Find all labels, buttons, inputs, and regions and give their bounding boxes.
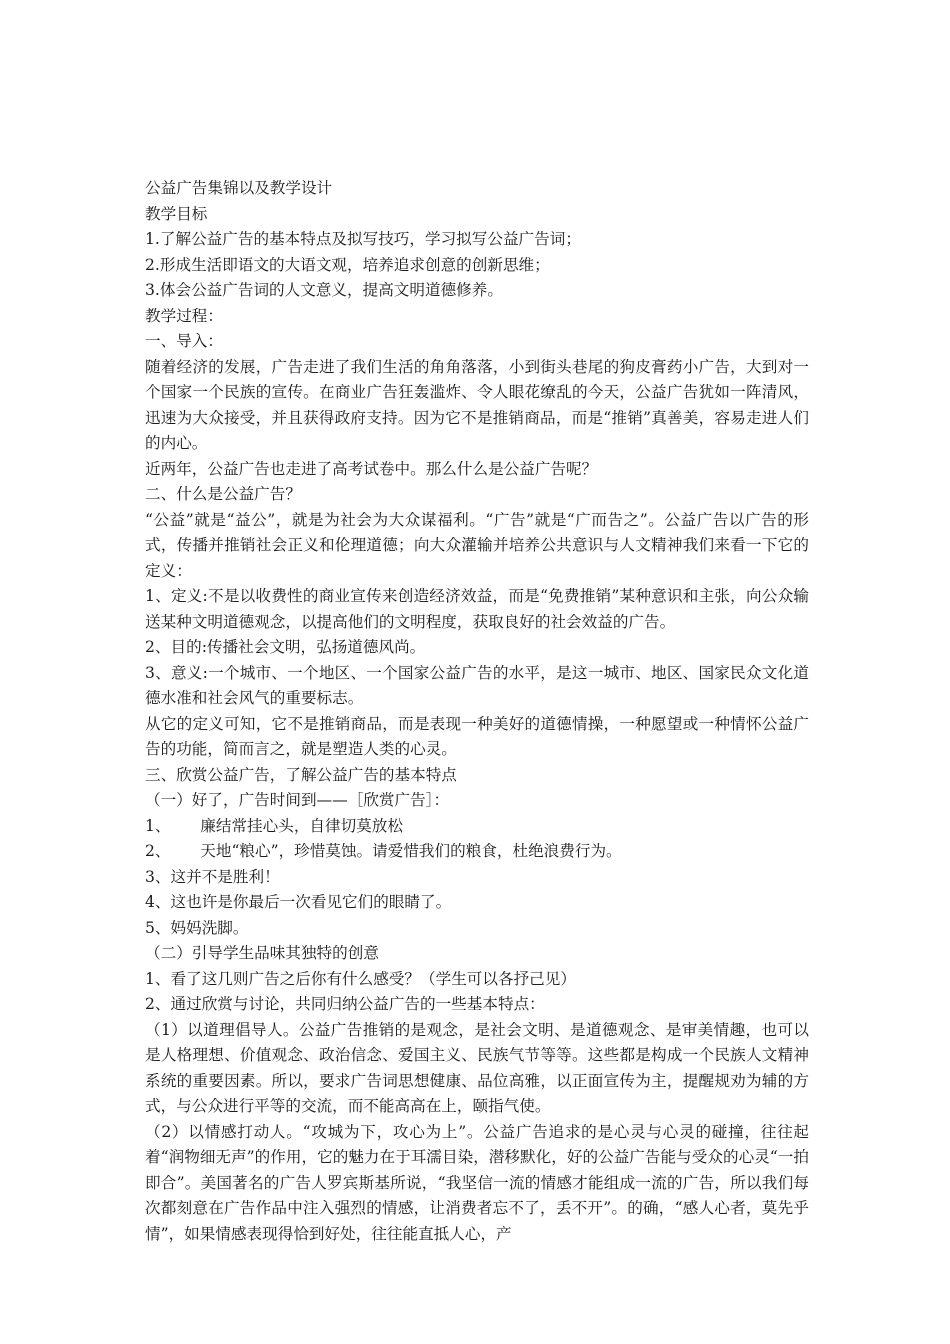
feature-1-paragraph: （1）以道理倡导人。公益广告推销的是观念，是社会文明、是道德观念、是审美情趣，也可以是人格理想、价值观念、政治信念、爱国主义、民族气节等等。这些都是构成一个民族人文精神系统的重要因素。所以，要求广告词思想健康、品位高雅，以正面宣传为主，提醒规劝为辅的方式，与公众进行平等的交流，而不能高高在上，颐指气使。 — [145, 1020, 809, 1115]
document-body — [145, 176, 809, 1247]
ad-item-2: 2、 天地“粮心”，珍惜莫蚀。请爱惜我们的粮食，杜绝浪费行为。 — [145, 842, 622, 860]
goals-heading: 教学目标 — [145, 204, 208, 223]
feature-2-paragraph: （2）以情感打动人。“攻城为下，攻心为上”。公益广告追求的是心灵与心灵的碰撞，往往起着“润物细无声”的作用，它的魅力在于耳濡目染，潜移默化，好的公益广告能与受众的心灵“一拍即合”。美国著名的广告人罗宾斯基所说，“我坚信一流的情感才能组成一流的广告，所以我们每次都刻意在广告作品中注入强烈的情感，让消费者忘不了，丢不开”。的确，“感人心者，莫先乎情”，如果情感表现得恰到好处，往往能直抵人心，产 — [145, 1122, 809, 1243]
goal-item-2: 2.形成生活即语文的大语文观，培养追求创意的创新思维； — [145, 255, 550, 274]
ad-item-5: 5、妈妈洗脚。 — [145, 918, 249, 937]
process-heading: 教学过程： — [145, 306, 223, 325]
definition-item-2: 2、目的:传播社会文明，弘扬道德风尚。 — [145, 638, 426, 656]
subsection-2-heading: （二）引导学生品味其独特的创意 — [145, 944, 379, 962]
document-title: 公益广告集锦以及教学设计 — [145, 179, 333, 197]
ad-item-1: 1、 廉结常挂心头，自律切莫放松 — [145, 816, 403, 835]
goal-item-3: 3.体会公益广告词的人文意义，提高文明道德修养。 — [145, 281, 503, 299]
definition-summary: 从它的定义可知，它不是推销商品，而是表现一种美好的道德情操，一种愿望或一种情怀公益广告的功能，简而言之，就是塑造人类的心灵。 — [145, 714, 809, 758]
ad-item-3: 3、这并不是胜利！ — [145, 867, 280, 886]
definition-paragraph: “公益”就是“益公”，就是为社会为大众谋福利。“广告”就是“广而告之”。公益广告以广告的形式，传播并推销社会正义和伦理道德；向大众灌输并培养公共意识与人文精神我们来看一下它的定义： — [145, 510, 809, 580]
ad-item-4: 4、这也许是你最后一次看见它们的眼睛了。 — [145, 893, 452, 911]
subsection-1-heading: （一）好了，广告时间到——［欣赏广告］： — [145, 791, 450, 809]
section-2-heading: 二、什么是公益广告？ — [145, 485, 301, 503]
question-1: 1、看了这几则广告之后你有什么感受？（学生可以各抒己见） — [145, 969, 576, 988]
section-1-heading: 一、导入： — [145, 332, 223, 350]
definition-item-3: 3、意义:一个城市、一个地区、一个国家公益广告的水平，是这一城市、地区、国家民众文化道德水准和社会风气的重要标志。 — [145, 663, 809, 707]
goal-item-1: 1.了解公益广告的基本特点及拟写技巧，学习拟写公益广告词； — [145, 230, 581, 248]
section-3-heading: 三、欣赏公益广告，了解公益广告的基本特点 — [145, 765, 457, 784]
question-2: 2、通过欣赏与讨论，共同归纳公益广告的一些基本特点： — [145, 995, 545, 1013]
intro-question: 近两年，公益广告也走进了高考试卷中。那么什么是公益广告呢？ — [145, 459, 598, 478]
definition-item-1: 1、定义:不是以收费性的商业宣传来创造经济效益，而是“免费推销”某种意识和主张，向公众输送某种文明道德观念，以提高他们的文明程度，获取良好的社会效益的广告。 — [145, 587, 809, 631]
intro-paragraph: 随着经济的发展，广告走进了我们生活的角角落落，小到街头巷尾的狗皮膏药小广告，大到对一个国家一个民族的宣传。在商业广告狂轰滥炸、令人眼花缭乱的今天，公益广告犹如一阵清风，迅速为大众接受，并且获得政府支持。因为它不是推销商品，而是“推销”真善美，容易走进人们的内心。 — [145, 357, 809, 452]
